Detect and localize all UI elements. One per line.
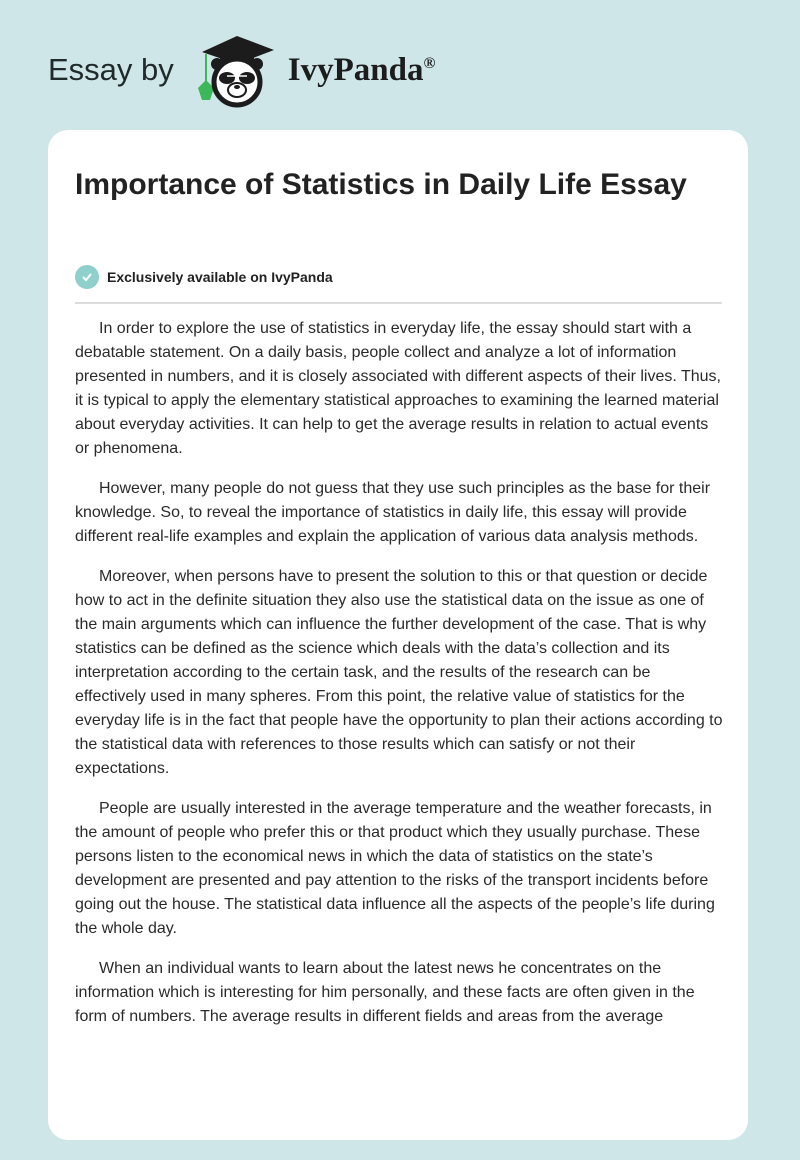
brand-text: IvyPanda <box>287 51 424 88</box>
essay-body <box>75 317 725 1045</box>
paragraph: However, many people do not guess that they use such principles as the base for their knowledge. So, to reveal the importance of statistics in daily life, this essay will provide different real-life examples and explain the application of various data analysis methods. <box>75 480 711 545</box>
essay-card <box>48 130 748 1140</box>
paragraph: Moreover, when persons have to present the solution to this or that question or decide how to act in the definite situation they also use the statistical data on the issue as one of the main arguments which can influence the further development of the case. That is why statistics can be defined as the science which deals with the data’s collection and its interpretation according to the certain task, and the results of the research can be effectively used in many spheres. From this point, the relative value of statistics for the everyday life is in the fact that people have the opportunity to plan their actions according to the statistical data with references to those results which can satisfy or not their expectations. <box>75 568 723 777</box>
brand-name[interactable] <box>288 52 436 89</box>
site-header <box>48 30 435 110</box>
ivypanda-logo-icon[interactable] <box>192 30 282 110</box>
essay-by-label: Essay by <box>48 52 174 87</box>
paragraph: In order to explore the use of statistics in everyday life, the essay should start with a debatable statement. On a daily basis, people collect and analyze a lot of information presented in numbers, and it is closely associated with different aspects of their lives. Thus, it is typical to apply the elementary statistical approaches to examining the learned material about everyday activities. It can help to get the average results in relation to actual events or phenomena. <box>75 320 721 457</box>
registered-mark: ® <box>423 54 436 72</box>
badge-label: Exclusively available on IvyPanda <box>107 269 333 285</box>
page-title: Importance of Statistics in Daily Life Essay <box>75 168 687 201</box>
check-icon <box>75 265 99 289</box>
exclusive-badge <box>75 265 333 289</box>
paragraph: When an individual wants to learn about the latest news he concentrates on the information which is interesting for him personally, and these facts are often given in the form of numbers. The average results in different fields and areas from the average <box>75 960 695 1025</box>
paragraph: People are usually interested in the average temperature and the weather forecasts, in the amount of people who prefer this or that product which they usually purchase. These persons listen to the economical news in which the data of statistics on the state’s development are presented and pay attention to the risks of the transport incidents before going out the house. The statistical data influence all the aspects of the people’s life during the whole day. <box>75 800 715 937</box>
divider <box>75 302 722 304</box>
